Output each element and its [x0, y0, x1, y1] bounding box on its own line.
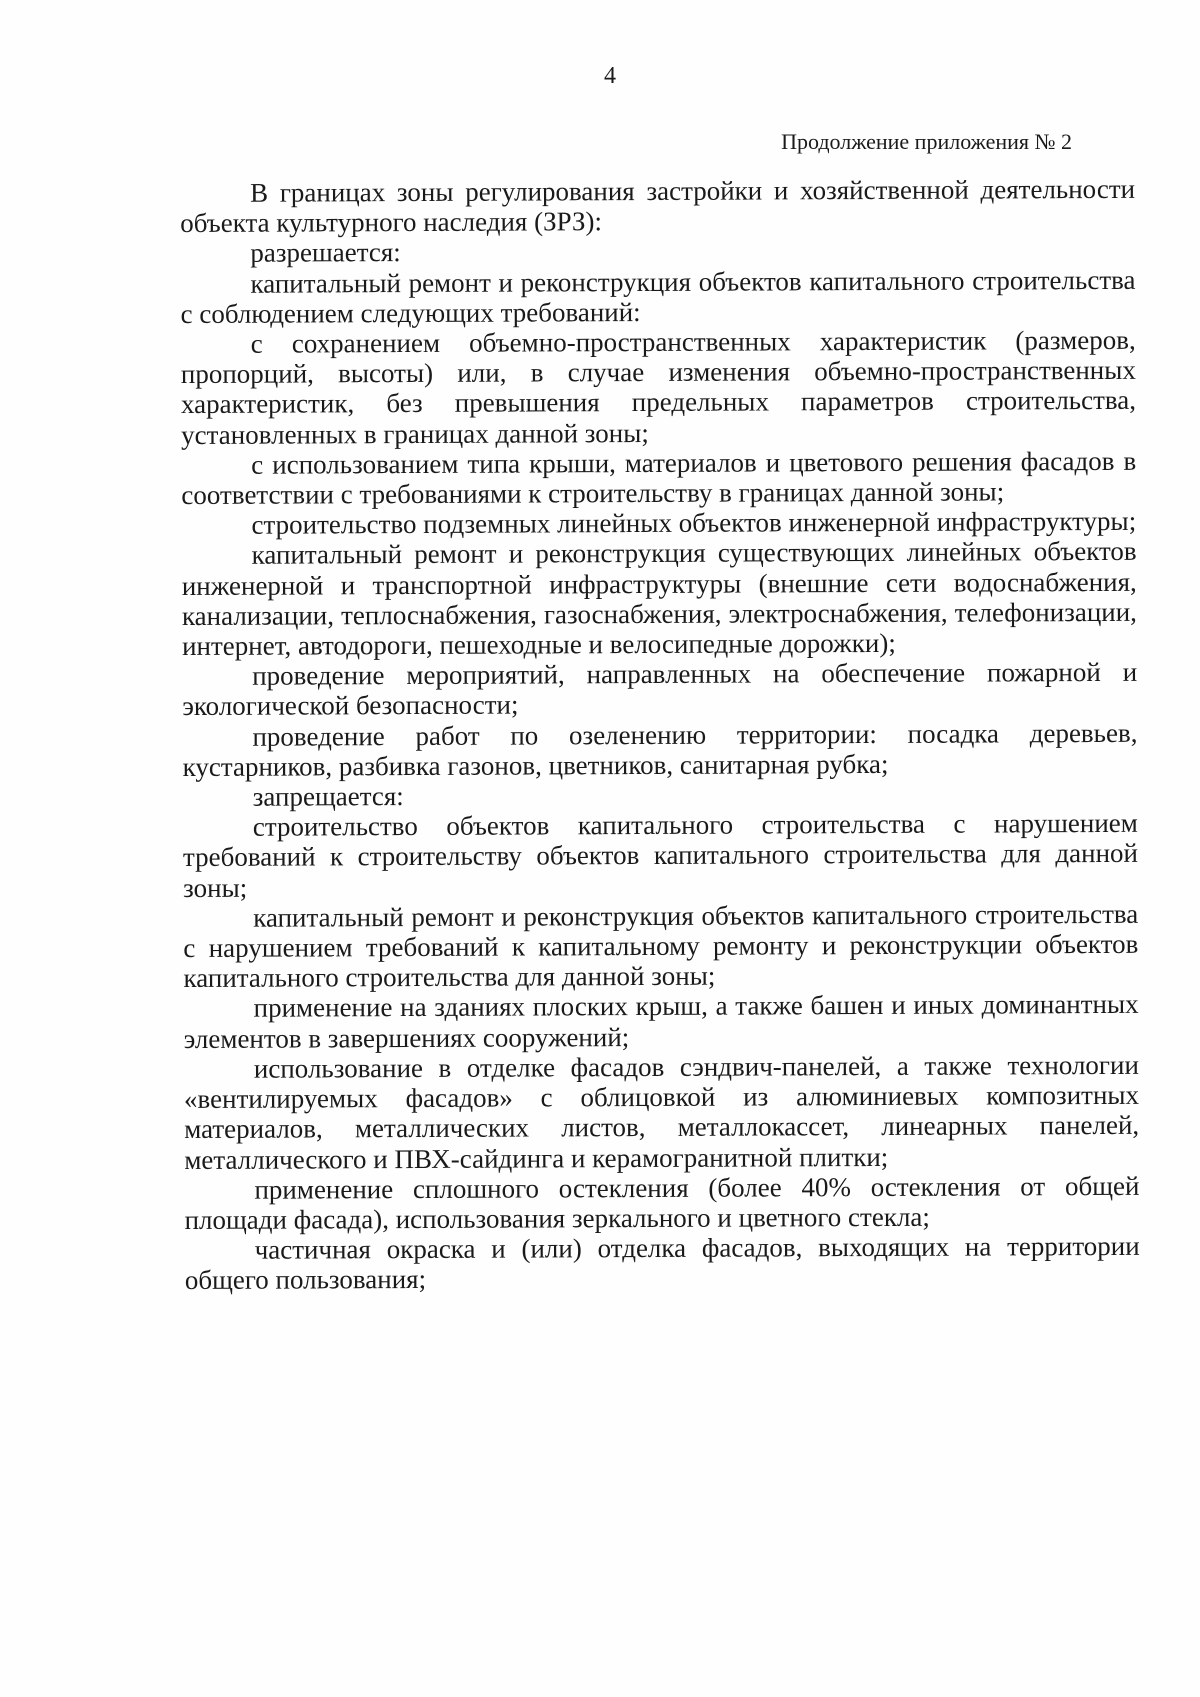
paragraph: строительство объектов капитального строительства с нарушением требований к строительству объектов капитального строительства для данной зоны; [182, 808, 1139, 903]
paragraph: применение на зданиях плоских крыш, а также башен и иных доминантных элементов в завершениях сооружений; [183, 989, 1139, 1054]
paragraph: строительство подземных линейных объектов инженерной инфраструктуры; [251, 506, 1137, 540]
paragraph-intro: В границах зоны регулирования застройки и хозяйственной деятельности объекта культурного наследия (ЗРЗ): [180, 173, 1136, 239]
paragraph: частичная окраска и (или) отделка фасадов, выходящих на территории общего пользования; [184, 1230, 1140, 1296]
paragraph: применение сплошного остекления (более 40% остекления от общей площади фасада), использования зеркального и цветного стекла; [184, 1170, 1140, 1235]
paragraph: проведение работ по озеленению территории: посадка деревьев, кустарников, разбивка газонов, цветников, санитарная рубка; [182, 717, 1138, 782]
appendix-continuation-note: Продолжение приложения № 2 [781, 129, 1072, 154]
paragraph: капитальный ремонт и реконструкция существующих линейных объектов инженерной и транспортной инфраструктуры (внешние сети водоснабжения, канализации, теплоснабжения, газоснабжения, электроснабжения, телефонизации, интернет, автодороги, пешеходные и велосипедные дорожки); [181, 536, 1137, 662]
paragraph-prohibited-heading: запрещается: [252, 781, 404, 812]
paragraph: капитальный ремонт и реконструкция объектов капитального строительства с нарушением требований к капитальному ремонту и реконструкции объектов капитального строительства для данной зоны; [183, 898, 1139, 994]
paragraph: использование в отделке фасадов сэндвич-панелей, а также технологии «вентилируемых фасадов» с облицовкой из алюминиевых композитных материалов, металлических листов, металлокассет, линеарных панелей, металлического и ПВХ-сайдинга и керамогранитной плитки; [183, 1049, 1140, 1175]
paragraph-allowed-heading: разрешается: [250, 237, 401, 269]
document-body [180, 174, 1140, 1296]
page-number: 4 [604, 63, 616, 89]
paragraph: с сохранением объемно-пространственных характеристик (размеров, пропорций, высоты) или, в случае изменения объемно-пространственных характеристик, без превышения предельных параметров строительства, установленных в границах данной зоны; [180, 324, 1137, 450]
paragraph: проведение мероприятий, направленных на обеспечение пожарной и экологической безопасности; [182, 657, 1138, 722]
paragraph: капитальный ремонт и реконструкция объектов капитального строительства с соблюдением следующих требований: [180, 264, 1136, 329]
paragraph: с использованием типа крыши, материалов и цветового решения фасадов в соответствии с требованиями к строительству в границах данной зоны; [181, 445, 1137, 511]
